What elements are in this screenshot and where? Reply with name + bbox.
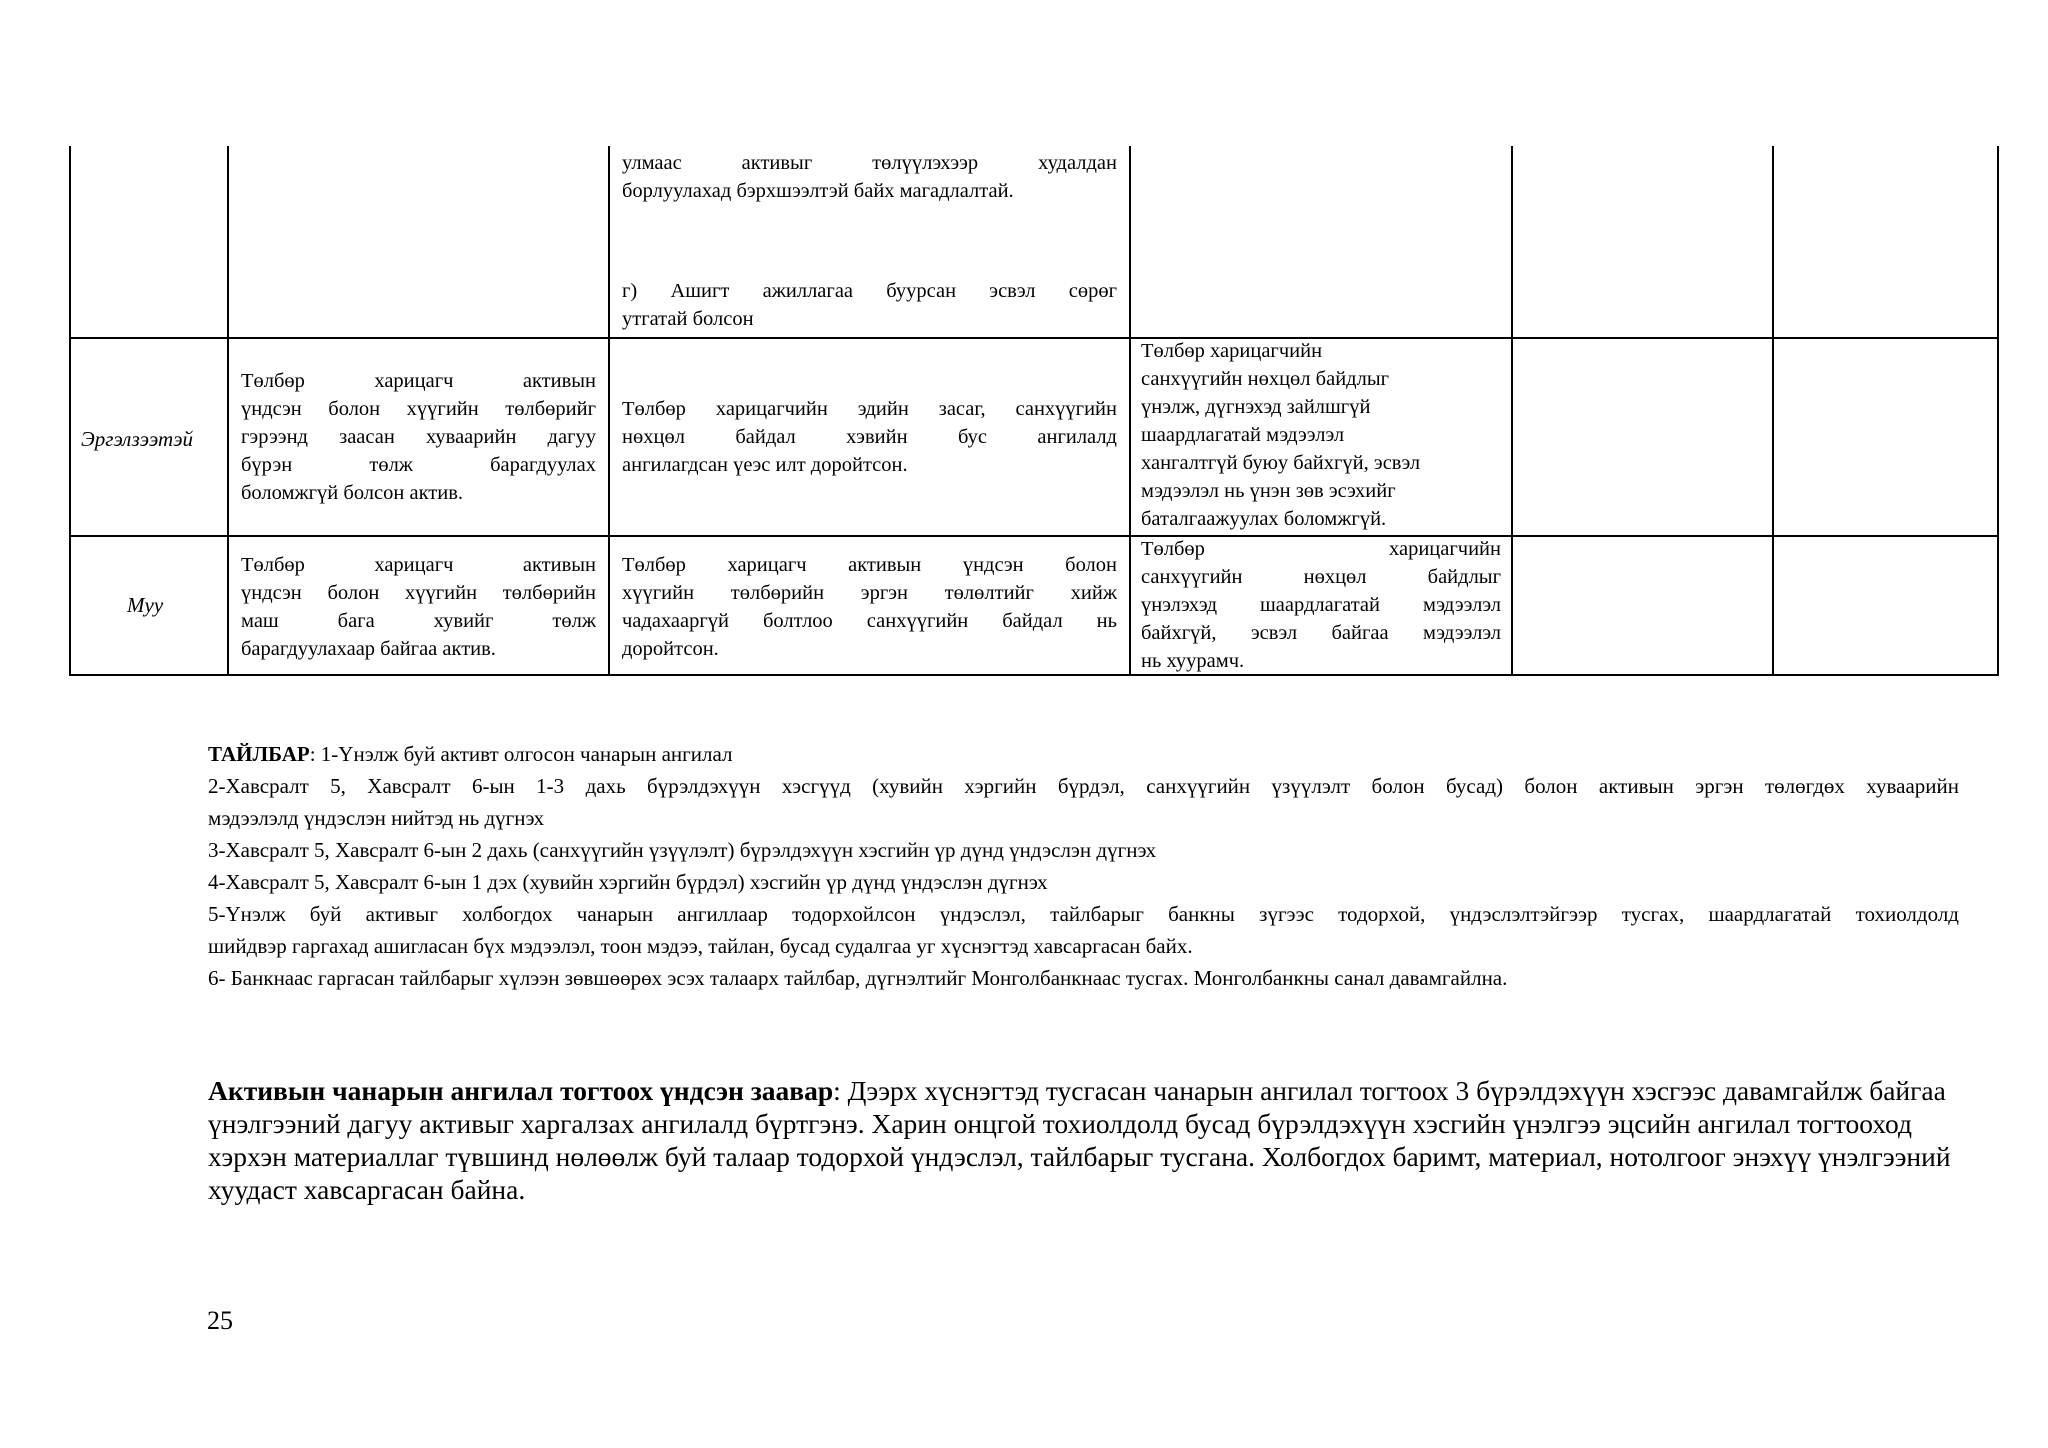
- note-6: 6- Банкнаас гаргасан тайлбарыг хүлээн зөвшөөрөх эсэх талаарх тайлбар, дүгнэлтийг Монголбанкнаас тусгах. Монголбанкны санал давамгайлна.: [208, 966, 1508, 990]
- cell-line: Төлбөр харицагч активын: [241, 554, 596, 576]
- note-2-line-1: 2-Хавсралт 5, Хавсралт 6-ын 1-3 дахь бүрэлдэхүүн хэсгүүд (хувийн хэргийн бүрдэл, санхүүгийн үзүүлэлт болон бусад) болон активын эргэн төлөгдөх хуваарийн: [208, 774, 1959, 798]
- cell-line: нөхцөл байдал хэвийн бус ангилалд: [622, 426, 1117, 448]
- cell-line: үнэлж, дүгнэхэд зайлшгүй: [1141, 396, 1371, 418]
- cell-line: санхүүгийн нөхцөл байдлыг: [1141, 368, 1390, 390]
- financial-condition-cell: [622, 395, 1117, 479]
- cell-line: Төлбөр харицагчийн: [1141, 340, 1323, 362]
- cell-line: борлуулахад бэрхшээлтэй байх магадлалтай.: [622, 180, 1014, 202]
- category-doubtful: Эргэлзээтэй: [81, 427, 193, 451]
- table-col-divider: [608, 146, 610, 676]
- cell-line: Төлбөр харицагчийн: [1141, 538, 1501, 560]
- note-4: 4-Хавсралт 5, Хавсралт 6-ын 1 дэх (хувийн хэргийн бүрдэл) хэсгийн үр дүнд үндэслэн дүгнэх: [208, 870, 1048, 894]
- information-cell: [1141, 337, 1501, 533]
- cell-line: ангилагдсан үеэс илт доройтсон.: [622, 454, 908, 476]
- table-border-bottom: [69, 674, 1999, 676]
- continued-cell-item-g: [622, 277, 1117, 333]
- cell-line: Төлбөр харицагч активын үндсэн болон: [622, 554, 1117, 576]
- table-col-divider: [227, 146, 229, 676]
- instruction-paragraph: [208, 1074, 1968, 1206]
- category-bad: Муу: [127, 593, 164, 617]
- definition-cell: [241, 367, 596, 507]
- cell-line: үнэлэхэд шаардлагатай мэдээлэл: [1141, 594, 1501, 616]
- cell-line: бүрэн төлж барагдуулах: [241, 454, 596, 476]
- notes-heading: ТАЙЛБАР: [208, 742, 310, 766]
- cell-line: чадахааргүй болтлоо санхүүгийн байдал нь: [622, 610, 1117, 632]
- cell-line: барагдуулахаар байгаа актив.: [241, 638, 496, 660]
- table-col-divider: [1129, 146, 1131, 676]
- note-1: [208, 738, 1959, 770]
- note-5-line-1: 5-Үнэлж буй активыг холбогдох чанарын ангиллаар тодорхойлсон үндэслэл, тайлбарыг банкны зүгээс тодорхой, үндэслэлтэйгээр тусгах, шаардлагатай тохиолдолд: [208, 902, 1959, 926]
- continued-cell: [622, 149, 1117, 205]
- cell-line: утгатай болсон: [622, 308, 754, 330]
- cell-line: байхгүй, эсвэл байгаа мэдээлэл: [1141, 622, 1501, 644]
- table-row-divider: [69, 535, 1999, 537]
- cell-line: боломжгүй болсон актив.: [241, 482, 463, 504]
- cell-line: шаардлагатай мэдээлэл: [1141, 424, 1345, 446]
- cell-line: гэрээнд заасан хуваарийн дагуу: [241, 426, 596, 448]
- cell-line: улмаас активыг төлүүлэхээр худалдан: [622, 152, 1117, 174]
- asset-classification-table: [69, 146, 1999, 676]
- table-border-left: [69, 146, 71, 676]
- instruction-body: : Дээрх хүснэгтэд тусгасан чанарын ангилал тогтоох 3 бүрэлдэхүүн хэсгээс давамгайлж байгаа үнэлгээний дагуу активыг харгалзах ангилалд бүртгэнэ. Харин онцгой тохиолдолд бусад бүрэлдэхүүн хэсгийн үнэлгээ эцсийн ангилал тогтооход хэрхэн материаллаг түвшинд нөлөөлж буй талаар тодорхой үндэслэл, тайлбарыг тусгана. Холбогдох баримт, материал, нотолгоог энэхүү үнэлгээний хуудаст хавсаргасан байна.: [208, 1075, 1951, 1205]
- cell-line: маш бага хувийг төлж: [241, 610, 596, 632]
- table-col-divider: [1772, 146, 1774, 676]
- note-2-line-2: мэдээлэлд үндэслэн нийтэд нь дүгнэх: [208, 806, 545, 830]
- cell-line: хангалтгүй буюу байхгүй, эсвэл: [1141, 452, 1421, 474]
- financial-condition-cell: [622, 551, 1117, 663]
- cell-line: хүүгийн төлбөрийн эргэн төлөлтийг хийж: [622, 582, 1117, 604]
- page-number: 25: [207, 1306, 233, 1335]
- definition-cell: [241, 551, 596, 663]
- cell-line: үндсэн болон хүүгийн төлбөрийн: [241, 582, 596, 604]
- cell-line: баталгаажуулах боломжгүй.: [1141, 508, 1387, 530]
- table-border-right: [1997, 146, 1999, 676]
- table-col-divider: [1511, 146, 1513, 676]
- instruction-heading: Активын чанарын ангилал тогтоох үндсэн заавар: [208, 1075, 834, 1106]
- cell-line: нь хуурамч.: [1141, 650, 1245, 672]
- cell-line: Төлбөр харицагчийн эдийн засаг, санхүүгийн: [622, 398, 1117, 420]
- cell-line: үндсэн болон хүүгийн төлбөрийг: [241, 398, 596, 420]
- table-row-divider: [69, 337, 1999, 339]
- note-1-text: : 1-Үнэлж буй активт олгосон чанарын ангилал: [309, 742, 733, 766]
- information-cell: [1141, 535, 1501, 675]
- cell-line: санхүүгийн нөхцөл байдлыг: [1141, 566, 1501, 588]
- cell-line: доройтсон.: [622, 638, 719, 660]
- note-3: 3-Хавсралт 5, Хавсралт 6-ын 2 дахь (санхүүгийн үзүүлэлт) бүрэлдэхүүн хэсгийн үр дүнд үндэслэн дүгнэх: [208, 838, 1157, 862]
- cell-line: г) Ашигт ажиллагаа буурсан эсвэл сөрөг: [622, 280, 1117, 302]
- note-5-line-2: шийдвэр гаргахад ашигласан бүх мэдээлэл, тоон мэдээ, тайлан, бусад судалгаа уг хүснэгтэд хавсаргасан байх.: [208, 934, 1193, 958]
- cell-line: мэдээлэл нь үнэн зөв эсэхийг: [1141, 480, 1396, 502]
- cell-line: Төлбөр харицагч активын: [241, 370, 596, 392]
